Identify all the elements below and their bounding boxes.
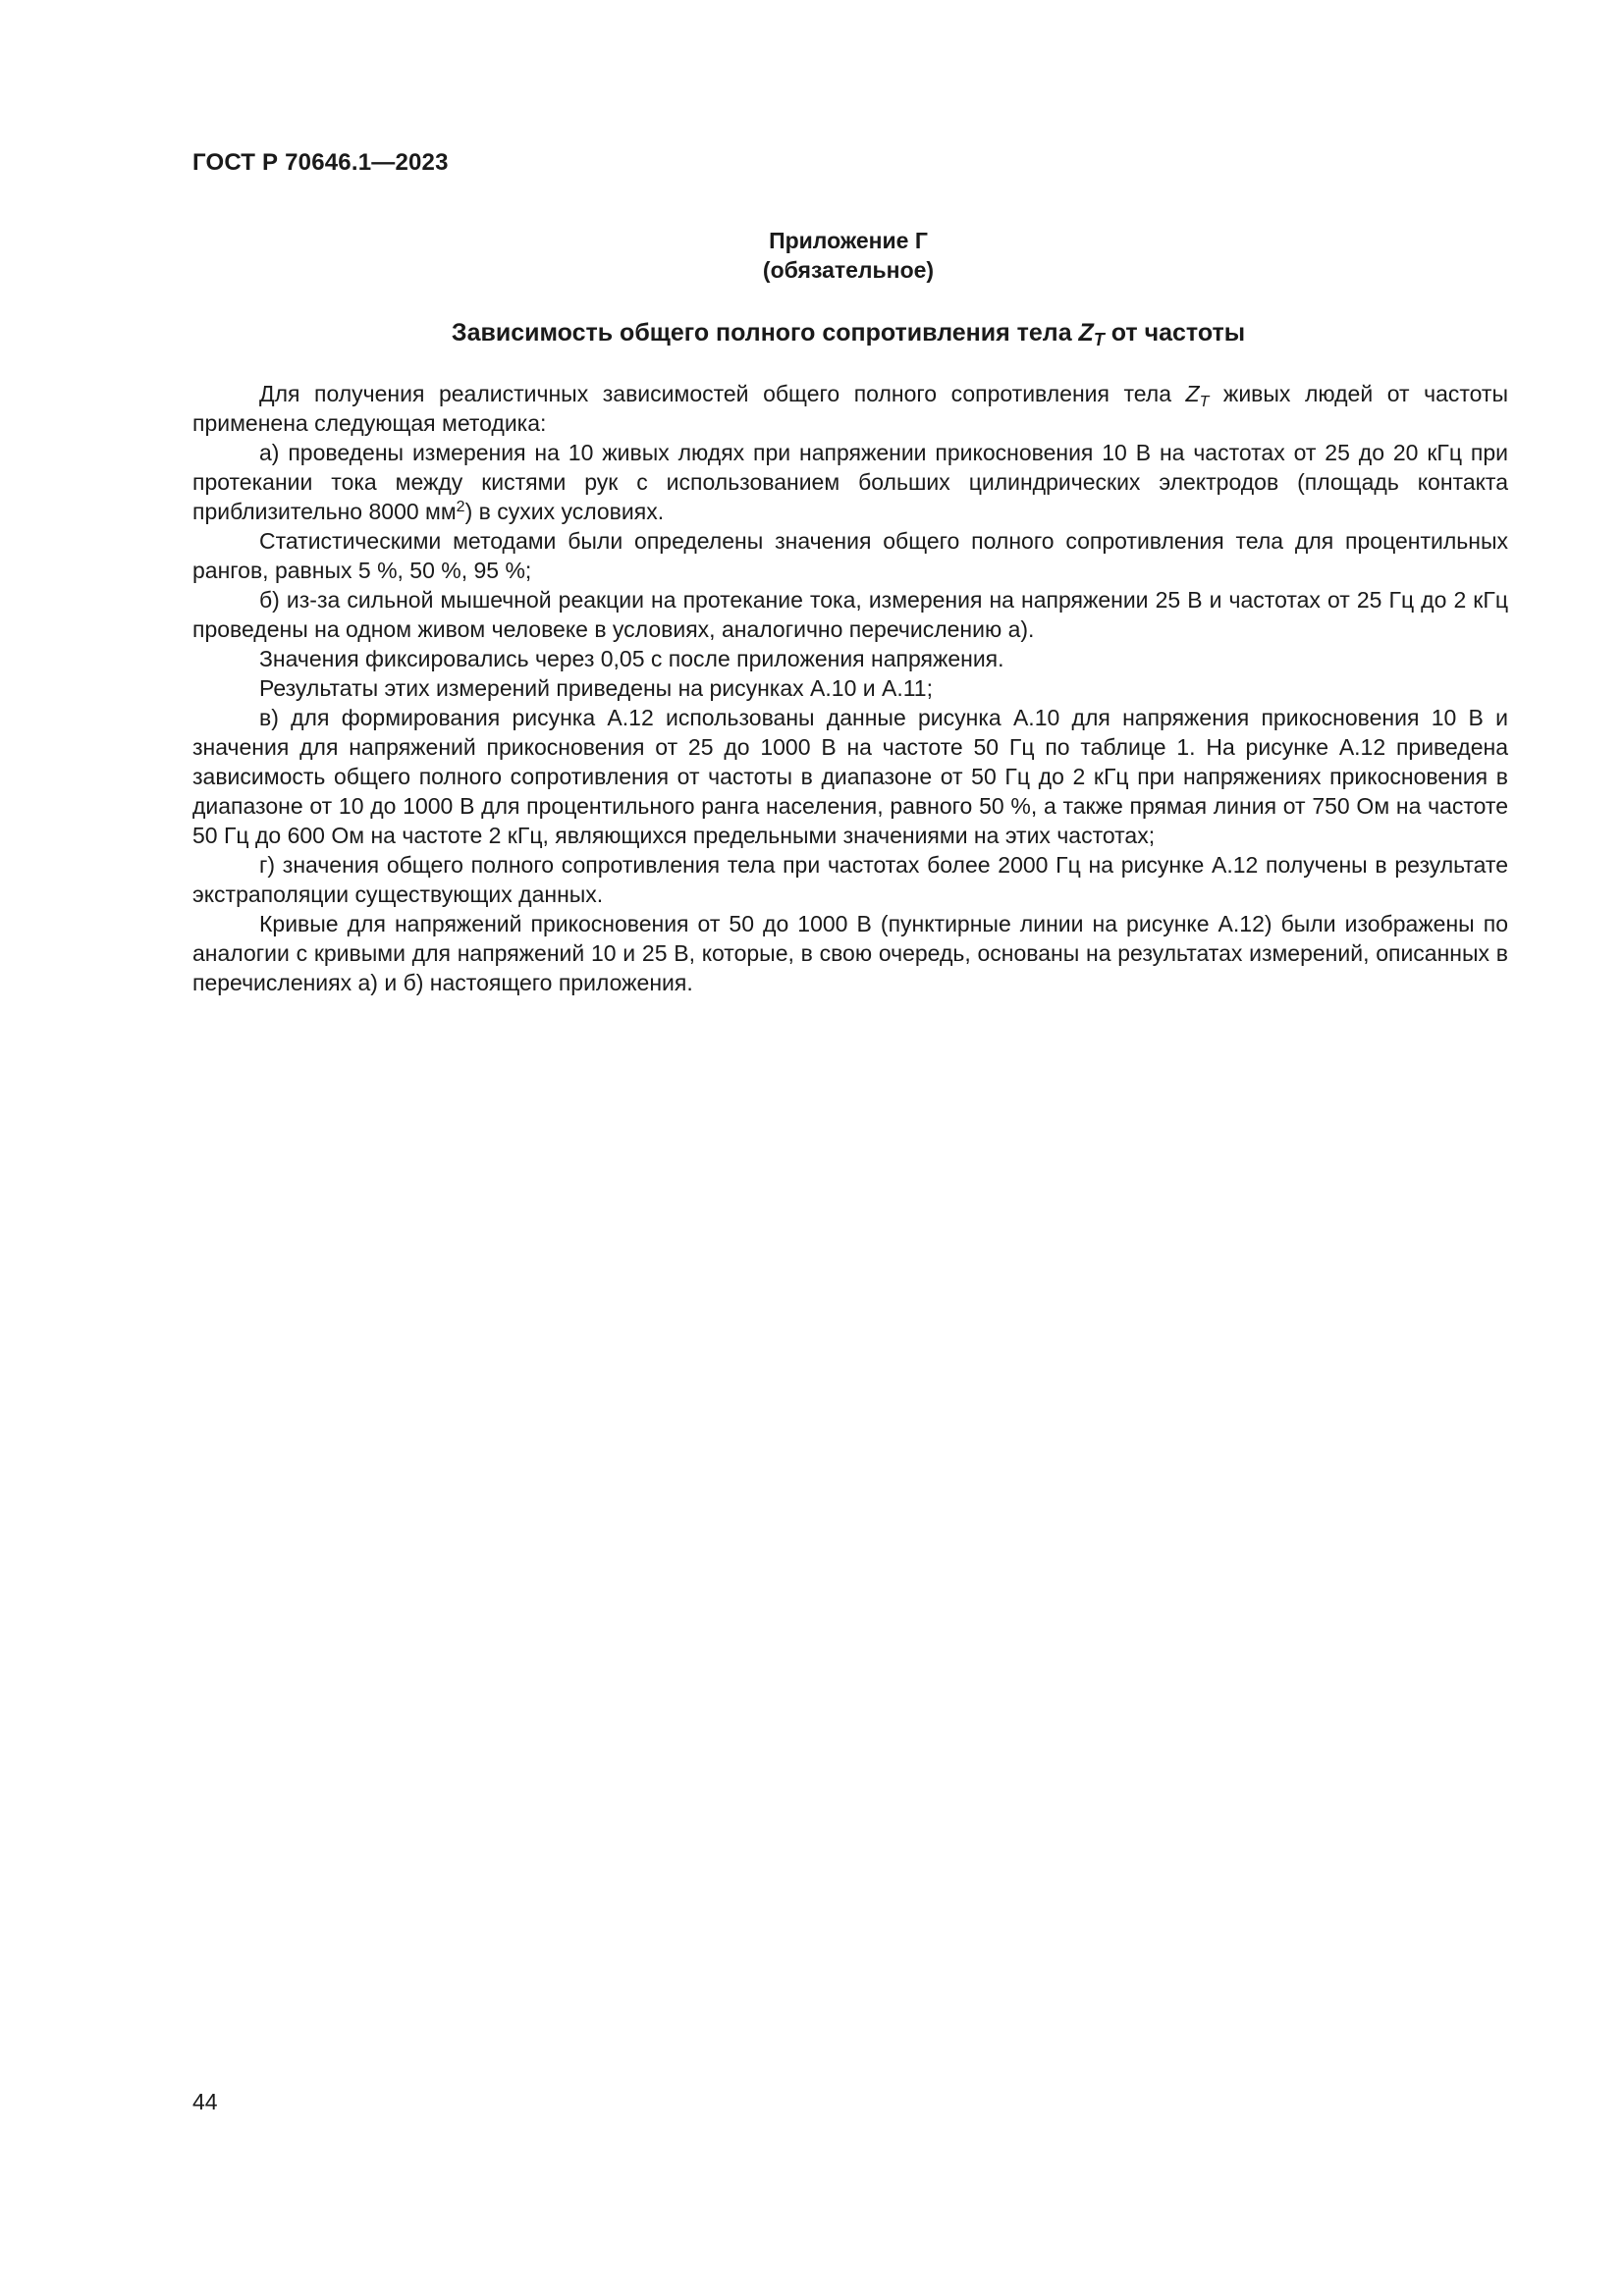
appendix-title: [192, 319, 1504, 347]
appendix-body: [192, 379, 1508, 997]
appendix-label: Приложение Г: [769, 228, 928, 253]
superscript-2: 2: [456, 499, 465, 515]
paragraph-item-a-tail: ) в сухих условиях.: [464, 499, 665, 524]
paragraph-item-a: [192, 438, 1508, 526]
appendix-status: (обязательное): [762, 257, 935, 283]
appendix-title-tail: от частоты: [1104, 319, 1246, 347]
page-number: 44: [192, 2089, 218, 2114]
paragraph-statistics: Статистическими методами были определены значения общего полного сопротивления тела для процентильных рангов, равных 5 %, 50 %, 95 %;: [192, 528, 1508, 583]
paragraph-intro-text: Для получения реалистичных зависимостей общего полного сопротивления тела: [259, 381, 1186, 406]
paragraph-item-a-text: а) проведены измерения на 10 живых людях при напряжении прикосновения 10 В на частотах от 25 до 20 кГц при протекании тока между кистями рук с использованием больших цилиндрических электродов (площадь контакта приблизительно 8000 мм: [192, 440, 1508, 524]
paragraph-item-v: в) для формирования рисунка А.12 использованы данные рисунка А.10 для напряжения прикосновения 10 В и значения для напряжений прикосновения от 25 до 1000 В на частоте 50 Гц по таблице 1. На рисунке А.12 приведена зависимость общего полного сопротивления от частоты в диапазоне от 50 Гц до 2 кГц при напряжениях прикосновения в диапазоне от 10 до 1000 В для процентильного ранга населения, равного 50 %, а также прямая линия от 750 Ом на частоте 50 Гц до 600 Ом на частоте 2 кГц, являющихся предельными значениями на этих частотах;: [192, 705, 1508, 848]
paragraph-item-g: г) значения общего полного сопротивления тела при частотах более 2000 Гц на рисунке А.12 получены в результате экстраполяции существующих данных.: [192, 852, 1508, 907]
paragraph-item-b: б) из-за сильной мышечной реакции на протекание тока, измерения на напряжении 25 В и частотах от 25 Гц до 2 кГц проведены на одном живом человеке в условиях, аналогично перечислению а).: [192, 587, 1508, 642]
paragraph-intro-tail: живых людей от частоты применена следующая методика:: [192, 381, 1508, 436]
document-header: ГОСТ Р 70646.1—2023: [192, 149, 449, 176]
paragraph-timing: Значения фиксировались через 0,05 с после приложения напряжения.: [259, 646, 1004, 671]
paragraph-intro: [192, 379, 1508, 438]
appendix-heading: [192, 226, 1504, 285]
appendix-title-text: Зависимость общего полного сопротивления тела: [451, 319, 1079, 347]
symbol-z: Z: [1185, 381, 1200, 406]
paragraph-results: Результаты этих измерений приведены на рисунках А.10 и А.11;: [259, 675, 933, 701]
appendix-title-subscript: T: [1093, 330, 1105, 349]
appendix-title-symbol: Z: [1078, 319, 1094, 347]
symbol-z-subscript: T: [1199, 394, 1210, 410]
paragraph-curves: Кривые для напряжений прикосновения от 50 до 1000 В (пунктирные линии на рисунке А.12) были изображены по аналогии с кривыми для напряжений 10 и 25 В, которые, в свою очередь, основаны на результатах измерений, описанных в перечислениях а) и б) настоящего приложения.: [192, 911, 1508, 995]
